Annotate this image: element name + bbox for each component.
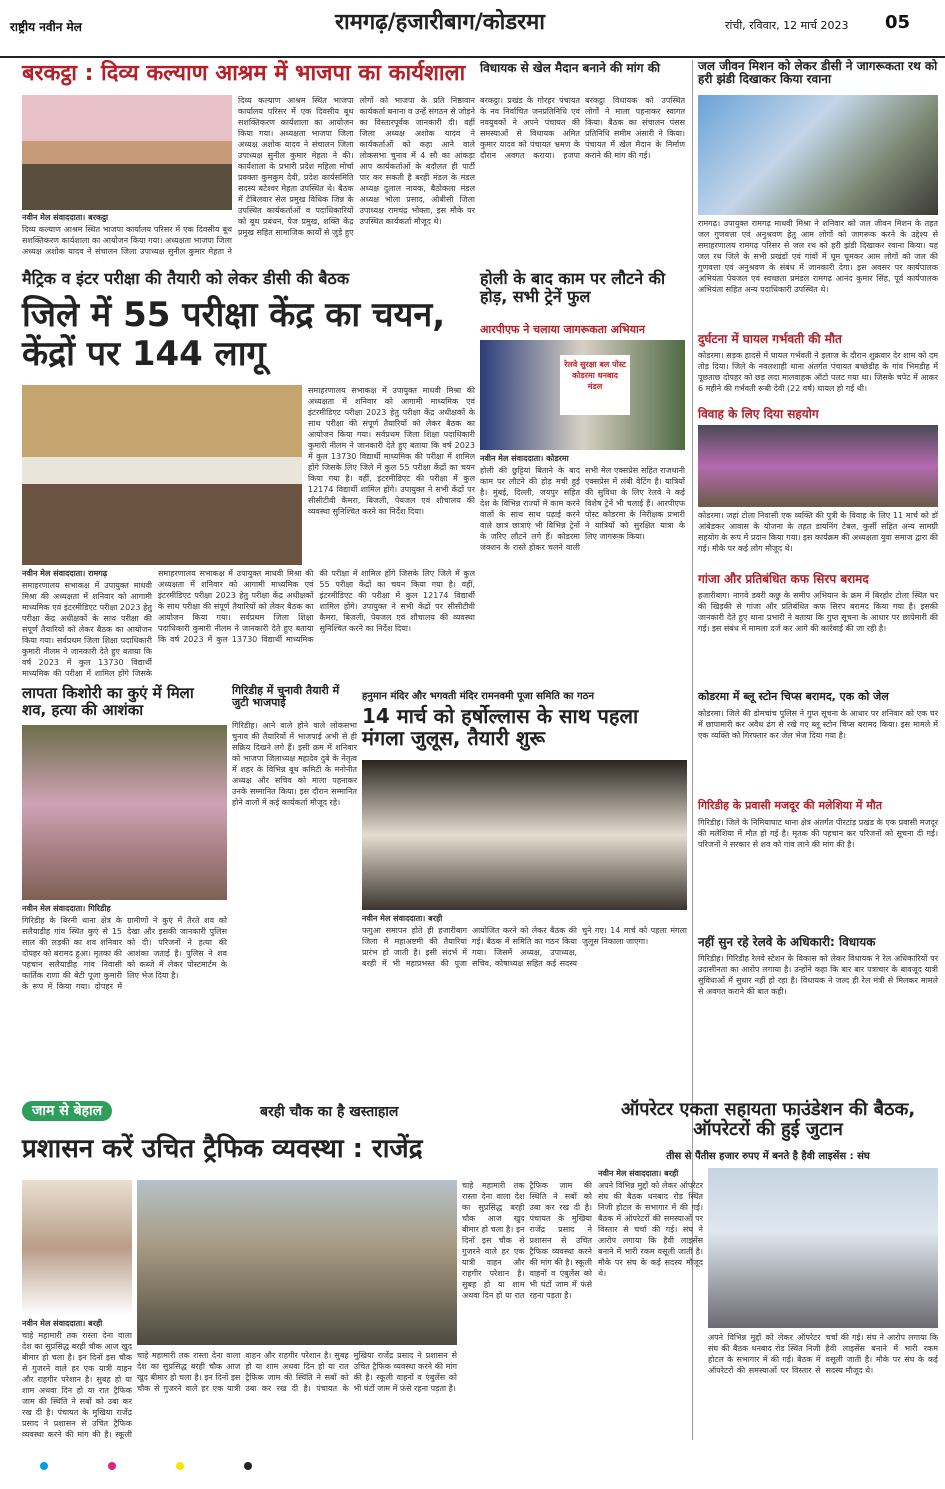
story16-byline: नवीन मेल संवाददाता। बरही <box>598 1169 679 1178</box>
story11-body: होली की छुट्टियां बिताने के बाद काम पर लौटने की होड़ मची हुई है। मुंबई, दिल्ली, जयपुर सहित देश के विभिन्न राज्यों में काम करने वालों के साथ साथ पढ़ाई करने वाले छात्र छात्राएं भी विभिन्न ट्रेनों के जरिए लौटने लगे हैं। कोडरमा जंक्शन के रास्ते होकर चलने वाली सभी मेल एक्सप्रेस सहित राजधानी एक्सप्रेस में लंबी वेटिंग है। यात्रियों की सुविधा के लिए रेलवे ने कई विशेष ट्रेनें भी चलाई हैं। आरपीएफ पोस्ट कोडरमा के निरीक्षक प्रभारी ने यात्रियों को सुरक्षित यात्रा के लिए जागरूक किया। <box>480 466 685 552</box>
story7-body: कोडरमा। जिले की डोमचांच पुलिस ने गुप्त सूचना के आधार पर शनिवार को एक घर में छापामारी कर अवैध ढंग से रखे गए ब्लू स्टोन चिप्स बरामद किया। इस मामले में एक व्यक्ति को गिरफ्तार कर जेल भेज दिया गया है। <box>698 709 938 740</box>
story8-body: गिरिडीह। जिले के निमियाघाट थाना क्षेत्र अंतर्गत पीरटांड़ प्रखंड के एक प्रवासी मजदूर की मलेशिया में मौत हो गई है। मृतक की पहचान कर परिजनों को सूचना दी गई। परिजनों ने सरकार से शव को गांव लाने की मांग की है। <box>698 818 938 849</box>
cyan-mark <box>40 1462 48 1470</box>
story13-headline: गिरिडीह में चुनावी तैयारी में जुटी भाजपाई <box>232 684 340 710</box>
story1-byline: नवीन मेल संवाददाता। बरकट्ठा <box>22 213 109 222</box>
story3-headline: जल जीवन मिशन को लेकर डीसी ने जागरूकता रथ को हरी झंडी दिखाकर किया रवाना <box>698 59 938 87</box>
story10-body-col: समाहरणालय सभाकक्ष में उपायुक्त माधवी मिश्रा की अध्यक्षता में शनिवार को आगामी माध्यमिक एवं इंटरमीडिएट परीक्षा 2023 हेतु परीक्षा केंद्र अधीक्षकों के साथ परीक्षा की संपूर्ण तैयारियों को लेकर बैठक का आयोजन किया गया। सर्वप्रथम जिला शिक्षा पदाधिकारी कुमारी नीलम ने जानकारी देते हुए बताया कि वर्ष 2023 में कुल 13730 विद्यार्थी माध्यमिक की परीक्षा में शामिल होंगे जिसके लिए जिले में कुल 55 परीक्षा केंद्रों का चयन किया गया है। वहीं, इंटरमीडिएट की परीक्षा में कुल 12174 विद्यार्थी शामिल होंगे। उपायुक्त ने सभी केंद्रों पर सीसीटीवी कैमरा, बिजली, पेयजल एवं शौचालय की व्यवस्था सुनिश्चित करने का निर्देश दिया। <box>308 386 475 516</box>
story15-badge-label: जाम से बेहाल <box>22 1101 112 1121</box>
story11-subhead: आरपीएफ ने चलाया जागरूकता अभियान <box>480 323 645 336</box>
story15-badge <box>22 1100 112 1120</box>
story9-headline: नहीं सुन रहे रेलवे के अधिकारी: विधायक <box>698 935 876 949</box>
story1-photo <box>22 95 232 210</box>
story13-body: गिरिडीह। आने वाले होने वाले लोकसभा चुनाव की तैयारियों में भाजपाई अभी से ही सक्रिय दिखने लगे हैं। इसी क्रम में शनिवार को भाजपा जिलाध्यक्ष महादेव दुबे के नेतृत्व में शहर के विभिन्न बूथ कमिटी के मनोनीत अध्यक्ष और सचिव को माला पहनाकर उनके सम्मानित किया। इस दौरान सम्मानित होने वालों में कई कार्यकर्ता मौजूद रहे। <box>232 721 357 807</box>
story15-photo <box>137 1180 457 1345</box>
story5-headline: विवाह के लिए दिया सहयोग <box>698 407 819 421</box>
story15-portrait <box>22 1180 132 1315</box>
print-registration-marks <box>40 1460 900 1472</box>
story1-body: दिव्य कल्याण आश्रम स्थित भाजपा कार्यालय परिसर में एक दिवसीय बूथ सशक्तिकरण कार्यशाला का आयोजन किया गया। अध्यक्षता भाजपा जिला अध्यक्ष अशोक यादव ने संचालन जिला उपाध्यक्ष सुनील कुमार मेहता ने <box>22 225 232 256</box>
story2-body: बरकट्ठा। प्रखंड के गोरहर पंचायत के नव निर्वाचित जनप्रतिनिधि एवं नवयुवकों ने अपने पंचायत की समस्याओं से विधायक अमित कुमार यादव को पंचायत भ्रमण के दौरान अवगत कराया। हजपा बरकट्ठा विधायक को उपस्थित लोगों ने माला पहनाकर स्वागत किया। बैठक का संचालन पंसस प्रतिनिधि समीम अंसारी ने किया। पंचायत में खेल मैदान के निर्माण कराने की मांग की गई। <box>480 96 685 160</box>
dateline: रांची, रविवार, 12 मार्च 2023 <box>725 19 849 32</box>
story5-body: कोडरमा। जहां टोला निवासी एक व्यक्ति की पुत्री के विवाह के लिए 11 मार्च को डॉ आंबेडकर आवास के योजना के तहत डायनिंग टेबल, कुर्सी सहित अन्य सामग्री सहयोग के रूप में प्रदान किया गया। इस कार्यक्रम की अध्यक्षता युवा समाज द्वारा की गई। मौके पर कई लोग मौजूद थे। <box>698 511 938 553</box>
story10-kicker: मैट्रिक व इंटर परीक्षा की तैयारी को लेकर डीसी की बैठक <box>22 269 350 288</box>
story16-subhead: तीस से पैंतीस हजार रुपए में बनते है हैवी लाइसेंस : संघ <box>666 1151 870 1162</box>
masthead <box>0 0 945 58</box>
story16-body-cont: अपने विभिन्न मुद्दों को लेकर ऑपरेटर संघ की बैठक धनबाद रोड स्थित निजी होटल के सभागार में की गई। बैठक में ऑपरेटरों की समस्याओं पर विस्तार से चर्चा की गई। संघ ने आरोप लगाया कि हैवी लाइसेंस बनाने में भारी रकम वसूली जाती है। मौके पर संघ के कई सदस्य मौजूद थे। <box>708 1333 938 1375</box>
story10-body-cont: समाहरणालय सभाकक्ष में उपायुक्त माधवी मिश्रा की अध्यक्षता में शनिवार को आगामी माध्यमिक एवं इंटरमीडिएट परीक्षा 2023 हेतु परीक्षा केंद्र अधीक्षकों के साथ परीक्षा की संपूर्ण तैयारियों को लेकर बैठक का आयोजन किया गया। सर्वप्रथम जिला शिक्षा पदाधिकारी कुमारी नीलम ने जानकारी देते हुए बताया कि वर्ष 2023 में कुल 13730 विद्यार्थी माध्यमिक की परीक्षा में शामिल होंगे जिसके लिए जिले में कुल 55 परीक्षा केंद्रों का चयन किया गया है। वहीं, इंटरमीडिएट की परीक्षा में कुल 12174 विद्यार्थी शामिल होंगे। उपायुक्त ने सभी केंद्रों पर सीसीटीवी कैमरा, बिजली, पेयजल एवं शौचालय की व्यवस्था सुनिश्चित करने का निर्देश दिया। <box>158 569 475 644</box>
story9-body: गिरिडीह। गिरिडीह रेलवे स्टेशन के विकास को लेकर विधायक ने रेल अधिकारियों पर उदासीनता का आरोप लगाया है। उन्होंने कहा कि बार बार पत्राचार के बावजूद यात्री सुविधाओं में सुधार नहीं हो रहा है। विधायक ने जल्द ही रेल मंत्री से मिलकर मामले से अवगत कराने की बात कही। <box>698 954 938 996</box>
story8-headline: गिरिडीह के प्रवासी मजदूर की मलेशिया में मौत <box>698 799 882 812</box>
story12-byline: नवीन मेल संवाददाता। गिरिडीह <box>22 904 111 913</box>
story15-headline: प्रशासन करें उचित ट्रैफिक व्यवस्था : राजेंद्र <box>22 1134 423 1164</box>
yellow-mark <box>176 1462 184 1470</box>
story10-headline: जिले में 55 परीक्षा केंद्र का चयन, केंद्रों पर 144 लागू <box>22 295 446 375</box>
story4-body: कोडरमा। सड़क हादसे में घायल गर्भवती ने इलाज के दौरान शुक्रवार देर शाम को दम तोड़ दिया। जिले के नवलशाही थाना अंतर्गत पंचायत बच्छेडीह के गांव भिमडीह में पूछताछ दोपहर को छड़ लदा मालवाहक ऑटो पलट गया था। जिसके चपेट में आकर 6 महीने की गर्भवती रूबी देवी (22 वर्ष) घायल हो गई थी। <box>698 351 938 393</box>
story10-byline: नवीन मेल संवाददाता। रामगढ़ <box>22 569 108 578</box>
story3-body: रामगढ़। उपायुक्त रामगढ़ माधवी मिश्रा ने शनिवार को जल जीवन मिशन के तहत जल गुणवत्ता एवं अनुश्रवण हेतु आम लोगों को जागरूक करने के उद्देश्य से समाहरणालय रामगढ़ परिसर से जल रथ को हरी झंडी दिखाकर रवाना किया। यह जल रथ जिले के सभी प्रखंडों एवं गांवों में घूम घूमकर आम लोगों को जल की गुणवत्ता एवं अनुश्रवण के संबंध में जानकारी देगा। इस अवसर पर कार्यपालक अभियंता पेयजल एवं स्वच्छता प्रमंडल रामगढ़ आनंद कुमार सिंह, पूर्व कार्यपालक अभियंता सहित अन्य पदाधिकारी उपस्थित थे। <box>698 219 938 294</box>
page-number: 05 <box>885 12 911 33</box>
story11-byline: नवीन मेल संवाददाता। कोडरमा <box>480 454 569 463</box>
rpf-banner: रेलवे सुरक्षा बल पोस्ट कोडरमा धनबाद मंडल <box>560 355 630 415</box>
story15-kicker: बरही चौक का है खस्ताहाल <box>260 1104 399 1120</box>
story5-photo <box>698 425 938 507</box>
story10-photo <box>22 385 302 565</box>
story16-headline: ऑपरेटर एकता सहायता फाउंडेशन की बैठक, ऑपरेटरों की हुई जुटान <box>620 1099 916 1140</box>
story14-photo <box>362 760 687 910</box>
story11-headline: होली के बाद काम पर लौटने की होड़, सभी ट्रेनें फुल <box>480 269 666 306</box>
story15-body-col: चाहे महामारी तक रास्ता देना वाला देश का सुप्रसिद्ध बरही चौक आज खुद बीमार हो चला है। इन दिनों इस चौक से गुजरने वाले हर एक यात्री वाहन और राहगीर परेशान है। सुबह हो या शाम अथवा दिन हो या रात ट्रैफिक जाम की स्थिति ने सबों को उबा कर रख दी है। पंचायत के मुखिया राजेंद्र प्रसाद ने प्रशासन से उचित ट्रैफिक व्यवस्था करने की मांग की है। स्कूली वाहनों व एंबुलेंस को भी घंटों जाम में फंसे रहना पड़ता है। <box>462 1181 592 1300</box>
story12-headline: लापता किशोरी का कुएं में मिला शव, हत्या की आशंका <box>22 684 194 719</box>
story12-photo <box>22 725 227 900</box>
story6-headline: गांजा और प्रतिबंधित कफ सिरप बरामद <box>698 572 869 586</box>
story14-kicker: हनुमान मंदिर और भगवती मंदिर रामनवमी पूजा समिति का गठन <box>362 691 594 702</box>
story12-body: गिरिडीह के बिरनी थाना क्षेत्र के सलैयाडीह गांव स्थित कुएं से 15 साल की लड़की का शव शनिवार दोपहर को बरामद हुआ। मृतका की पहचान सलैयाडीह गांव निवासी कार्तिक राणा की बेटी पूजा कुमारी के रूप में किया गया। दोपहर में ग्रामीणों ने कुएं में तैरते शव को देखा और इसकी जानकारी पुलिस को दी। परिजनों ने हत्या की आशंका जताई है। पुलिस ने शव को कब्जे में लेकर पोस्टमार्टम के लिए भेज दिया है। <box>22 916 227 991</box>
story16-body: अपने विभिन्न मुद्दों को लेकर ऑपरेटर संघ की बैठक धनबाद रोड स्थित निजी होटल के सभागार में की गई। बैठक में ऑपरेटरों की समस्याओं पर विस्तार से चर्चा की गई। संघ ने आरोप लगाया कि हैवी लाइसेंस बनाने में भारी रकम वसूली जाती है। मौके पर संघ के कई सदस्य मौजूद थे। <box>598 1181 703 1278</box>
story2-headline: विधायक से खेल मैदान बनाने की मांग की <box>480 61 661 75</box>
story1-body-cont: दिव्य कल्याण आश्रम स्थित भाजपा कार्यालय परिसर में एक दिवसीय बूथ सशक्तिकरण कार्यशाला का आयोजन किया गया। अध्यक्षता भाजपा जिला अध्यक्ष अशोक यादव ने संचालन जिला उपाध्यक्ष सुनील कुमार मेहता ने की। कार्यशाला के प्रभारी प्रदेश महिला मोर्चा प्रवक्ता कुमकुम देवी, प्रदेश कार्यसमिति सदस्य बटेश्वर मेहता उपस्थित थे। बैठक में टेबिलवार सेल प्रमुख विधिक जिन्न के उपस्थित कार्यकर्ताओं व पदाधिकारियों को बूथ प्रबंधन, पेज प्रमुख, शक्ति केंद्र प्रमुख सहित सामाजिक कार्यों से जुड़े हुए लोगों को भाजपा के प्रति निष्ठावान कार्यकर्ता बनाना व उन्हें संगठन से जोड़ने का विस्तारपूर्वक जानकारी दी। वहीं जिला अध्यक्ष अशोक यादव ने कार्यकर्ताओं को कहा आने वाले लोकसभा चुनाव में 4 सौ का आंकड़ा आप कार्यकर्ताओं के बदौलत ही पार्टी पार कर सकती है बरही मंडल के मंडल अध्यक्ष दुलाल नायक, बैठोकला मंडल अध्यक्ष भोला प्रसाद, ओबीसी जिला उपाध्यक्ष रामचंद्र भोक्ता, इस मौके पर उपस्थित कार्यकर्ता मौजूद थे। <box>238 96 475 237</box>
story14-body: फगुआ समापन होते ही हजारीबाग जिला में महाअष्टमी की तैयारियां प्रारंभ हो जाती है। इसी संदर्भ में बरही में भी महाप्रभस्त की पूजा आयोजित करने को लेकर बैठक की गई। बैठक में समिति का गठन किया गया। जिसमें अध्यक्ष, उपाध्यक्ष, सचिव, कोषाध्यक्ष सहित कई सदस्य चुने गए। 14 मार्च को पहला मंगला जुलूस निकाला जाएगा। <box>362 926 687 968</box>
story7-headline: कोडरमा में ब्लू स्टोन चिप्स बरामद, एक को जेल <box>698 690 889 703</box>
story14-byline: नवीन मेल संवाददाता। बरही <box>362 914 443 923</box>
story3-photo <box>698 95 938 215</box>
edition-title: रामगढ़/हजारीबाग/कोडरमा <box>335 10 545 35</box>
story6-body: हजारीबाग। नागवे डबरी कछु के समीप अभियान के क्रम में बिरहोर टोला स्थित घर की खिड़की से गांजा और प्रतिबंधित कफ सिरप बरामद किया गया है। इसकी जानकारी देते हुए थाना प्रभारी ने बताया कि गुप्त सूचना के आधार पर छापेमारी की गई। इस संबंध में मामला दर्ज कर आगे की कार्रवाई की जा रही है। <box>698 591 938 633</box>
story14-headline: 14 मार्च को हर्षोल्लास के साथ पहला मंगला जुलूस, तैयारी शुरू <box>362 704 639 750</box>
magenta-mark <box>108 1462 116 1470</box>
black-mark <box>244 1462 252 1470</box>
story15-byline: नवीन मेल संवाददाता। बरही <box>22 1319 103 1328</box>
newspaper-logo: राष्ट्रीय नवीन मेल <box>10 20 82 34</box>
story10-body: समाहरणालय सभाकक्ष में उपायुक्त माधवी मिश्रा की अध्यक्षता में शनिवार को आगामी माध्यमिक एवं इंटरमीडिएट परीक्षा 2023 हेतु परीक्षा केंद्र अधीक्षकों के साथ परीक्षा की संपूर्ण तैयारियों को लेकर बैठक का आयोजन किया गया। सर्वप्रथम जिला शिक्षा पदाधिकारी कुमारी नीलम ने जानकारी देते हुए बताया कि वर्ष 2023 में कुल 13730 विद्यार्थी माध्यमिक की परीक्षा में शामिल होंगे जिसके <box>22 581 152 678</box>
story4-headline: दुर्घटना में घायल गर्भवती की मौत <box>698 332 842 346</box>
story15-body: चाहे महामारी तक रास्ता देना वाला देश का सुप्रसिद्ध बरही चौक आज खुद बीमार हो चला है। इन दिनों इस चौक से गुजरने वाले हर एक यात्री वाहन और राहगीर परेशान है। सुबह हो या शाम अथवा दिन हो या रात ट्रैफिक जाम की स्थिति ने सबों को उबा कर रख दी है। पंचायत के मुखिया राजेंद्र प्रसाद ने प्रशासन से उचित ट्रैफिक व्यवस्था करने की मांग की है। स्कूली <box>22 1331 132 1439</box>
story1-headline: बरकट्ठा : दिव्य कल्याण आश्रम में भाजपा का कार्यशाला <box>22 61 466 86</box>
story16-photo <box>708 1168 938 1328</box>
story15-body-cont: चाहे महामारी तक रास्ता देना वाला देश का सुप्रसिद्ध बरही चौक आज खुद बीमार हो चला है। इन दिनों इस चौक से गुजरने वाले हर एक यात्री वाहन और राहगीर परेशान है। सुबह हो या शाम अथवा दिन हो या रात ट्रैफिक जाम की स्थिति ने सबों को उबा कर रख दी है। पंचायत के मुखिया राजेंद्र प्रसाद ने प्रशासन से उचित ट्रैफिक व्यवस्था करने की मांग की है। स्कूली वाहनों व एंबुलेंस को भी घंटों जाम में फंसे रहना पड़ता है। <box>137 1351 457 1393</box>
